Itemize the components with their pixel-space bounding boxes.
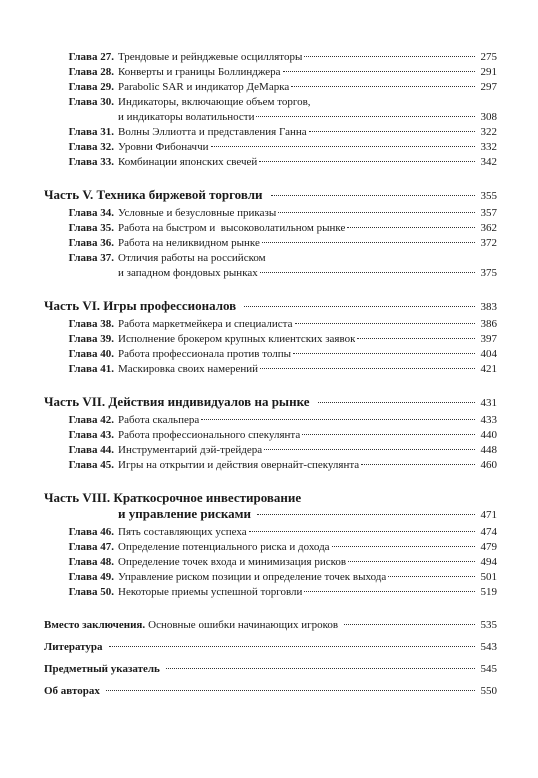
back-title: Предметный указатель (44, 663, 160, 675)
page-number: 431 (480, 397, 497, 409)
toc-entry-chapter-44[interactable] (44, 443, 497, 458)
chapter-label: Глава 36. (68, 237, 114, 249)
dot-leader (348, 561, 475, 562)
toc-entry-chapter-32[interactable] (44, 140, 497, 155)
toc-entry-chapter-36[interactable] (44, 236, 497, 251)
chapter-title: Конверты и границы Боллинджера (118, 66, 281, 78)
toc-entry-chapter-45[interactable] (44, 458, 497, 473)
chapter-title: Работа на быстром и высоковолатильном рынке (118, 222, 346, 234)
toc-entry-chapter-47[interactable] (44, 540, 497, 555)
dot-leader (309, 131, 475, 132)
page-number: 275 (480, 51, 497, 63)
chapter-label: Глава 37. (68, 252, 114, 264)
dot-leader (262, 242, 475, 243)
dot-leader (302, 434, 475, 435)
dot-leader (291, 86, 475, 87)
dot-leader (295, 323, 476, 324)
page-number: 322 (480, 126, 497, 138)
back-title: Об авторах (44, 685, 100, 697)
dot-leader (260, 272, 475, 273)
page-number: 404 (480, 348, 497, 360)
toc-entry-chapter-40[interactable] (44, 347, 497, 362)
page-number: 519 (480, 586, 497, 598)
chapter-label: Глава 50. (68, 586, 114, 598)
part-title: Часть V. Техника биржевой торговли (44, 187, 263, 202)
dot-leader (271, 195, 476, 196)
dot-leader (106, 690, 475, 691)
chapter-title: Условные и безусловные приказы (118, 207, 277, 219)
chapter-label: Глава 48. (68, 556, 114, 568)
chapter-label: Глава 34. (68, 207, 114, 219)
chapter-title: Работа на неликвидном рынке (118, 237, 260, 249)
chapter-title: Отличия работы на российском (118, 252, 266, 264)
page-number: 550 (480, 685, 497, 697)
chapter-title: Работа профессионала против толпы (118, 348, 291, 360)
toc-entry-chapter-49[interactable] (44, 570, 497, 585)
chapter-label: Глава 45. (68, 459, 114, 471)
chapter-title: Маскировка своих намерений (118, 363, 259, 375)
page-number: 362 (480, 222, 497, 234)
chapter-title: Инструментарий дэй-трейдера (118, 444, 263, 456)
page-number: 372 (480, 237, 497, 249)
chapter-label: Глава 39. (68, 333, 114, 345)
chapter-label: Глава 32. (68, 141, 114, 153)
dot-leader (260, 368, 475, 369)
toc-part-8-title[interactable]: Часть VIII. Краткосрочное инвестирование (44, 490, 302, 505)
page-number: 421 (480, 363, 497, 375)
dot-leader (249, 531, 475, 532)
chapter-label: Глава 40. (68, 348, 114, 360)
toc-entry-chapter-34[interactable] (44, 206, 497, 221)
chapter-title: Игры на открытии и действия овернайт-спекулянта (118, 459, 360, 471)
dot-leader (357, 338, 475, 339)
dot-leader (283, 71, 475, 72)
dot-leader (304, 56, 475, 57)
page-number: 433 (480, 414, 497, 426)
chapter-label: Глава 38. (68, 318, 114, 330)
dot-leader (318, 402, 475, 403)
toc-entry-chapter-50[interactable] (44, 585, 497, 600)
back-title: Вместо заключения. (44, 619, 146, 631)
page-number: 448 (480, 444, 497, 456)
chapter-title: Parabolic SAR и индикатор ДеМарка (118, 81, 290, 93)
page-number: 397 (480, 333, 497, 345)
toc-part-7[interactable] (44, 394, 497, 411)
chapter-title: Работа скальпера (118, 414, 200, 426)
dot-leader (264, 449, 475, 450)
dot-leader (211, 146, 476, 147)
toc-entry-index[interactable] (44, 662, 497, 677)
toc-entry-chapter-43[interactable] (44, 428, 497, 443)
page-number: 471 (480, 509, 497, 521)
dot-leader (259, 161, 475, 162)
page-number: 375 (480, 267, 497, 279)
chapter-label: Глава 27. (68, 51, 114, 63)
dot-leader (109, 646, 475, 647)
chapter-label: Глава 33. (68, 156, 114, 168)
page-number: 501 (480, 571, 497, 583)
toc-entry-chapter-38[interactable] (44, 317, 497, 332)
page-number: 355 (480, 190, 497, 202)
page-number: 535 (480, 619, 497, 631)
chapter-title: Трендовые и рейнджевые осцилляторы (118, 51, 303, 63)
page-number: 332 (480, 141, 497, 153)
chapter-title-cont: и западном фондовых рынках (118, 267, 258, 279)
dot-leader (304, 591, 475, 592)
chapter-label: Глава 42. (68, 414, 114, 426)
page-number: 386 (480, 318, 497, 330)
chapter-label: Глава 43. (68, 429, 114, 441)
toc-entry-chapter-41[interactable] (44, 362, 497, 377)
chapter-label: Глава 46. (68, 526, 114, 538)
dot-leader (244, 306, 475, 307)
dot-leader (257, 514, 475, 515)
back-subtitle: Основные ошибки начинающих игроков (148, 619, 339, 631)
chapter-label: Глава 49. (68, 571, 114, 583)
dot-leader (344, 624, 475, 625)
toc-entry-chapter-42[interactable] (44, 413, 497, 428)
dot-leader (256, 116, 475, 117)
chapter-label: Глава 28. (68, 66, 114, 78)
chapter-label: Глава 44. (68, 444, 114, 456)
dot-leader (361, 464, 475, 465)
chapter-label: Глава 31. (68, 126, 114, 138)
page-number: 308 (480, 111, 497, 123)
chapter-title: Определение точек входа и минимизация рисков (118, 556, 347, 568)
toc-entry-chapter-39[interactable] (44, 332, 497, 347)
toc-entry-bibliography[interactable] (44, 640, 497, 655)
toc-part-8-cont[interactable] (44, 506, 497, 523)
toc-entry-chapter-30[interactable] (44, 95, 497, 110)
chapter-title: Управление риском позиции и определение точек выхода (118, 571, 387, 583)
dot-leader (293, 353, 475, 354)
page-number: 494 (480, 556, 497, 568)
part-title: Часть VI. Игры профессионалов (44, 298, 237, 313)
toc-part-5[interactable] (44, 187, 497, 204)
page-number: 460 (480, 459, 497, 471)
dot-leader (278, 212, 475, 213)
toc-entry-chapter-30-cont[interactable] (44, 110, 497, 125)
chapter-title: Волны Эллиотта и представления Ганна (118, 126, 307, 138)
part-title-cont: и управление рисками (118, 506, 252, 521)
chapter-title: Исполнение брокером крупных клиентских заявок (118, 333, 356, 345)
toc-entry-chapter-48[interactable] (44, 555, 497, 570)
dot-leader (347, 227, 475, 228)
toc-entry-chapter-31[interactable] (44, 125, 497, 140)
toc-entry-chapter-35[interactable] (44, 221, 497, 236)
chapter-title: Индикаторы, включающие объем торгов, (118, 96, 311, 108)
chapter-label: Глава 29. (68, 81, 114, 93)
dot-leader (166, 668, 475, 669)
chapter-title: Работа маркетмейкера и специалиста (118, 318, 293, 330)
part-title: Часть VII. Действия индивидуалов на рынке (44, 394, 310, 409)
chapter-label: Глава 35. (68, 222, 114, 234)
page-number: 357 (480, 207, 497, 219)
chapter-title: Пять составляющих успеха (118, 526, 247, 538)
chapter-label: Глава 41. (68, 363, 114, 375)
page-number: 545 (480, 663, 497, 675)
chapter-label: Глава 30. (68, 96, 114, 108)
toc-part-6[interactable] (44, 298, 497, 315)
chapter-title: Некоторые приемы успешной торговли (118, 586, 303, 598)
chapter-title: Уровни Фибоначчи (118, 141, 209, 153)
dot-leader (201, 419, 475, 420)
chapter-title: Работа профессионального спекулянта (118, 429, 301, 441)
page-number: 291 (480, 66, 497, 78)
chapter-title-cont: и индикаторы волатильности (118, 111, 255, 123)
page-number: 342 (480, 156, 497, 168)
chapter-label: Глава 47. (68, 541, 114, 553)
chapter-title: Комбинации японских свечей (118, 156, 258, 168)
table-of-contents (44, 50, 497, 699)
toc-entry-chapter-29[interactable] (44, 80, 497, 95)
back-title: Литература (44, 641, 103, 653)
toc-entry-chapter-37-cont[interactable] (44, 266, 497, 281)
page-number: 383 (480, 301, 497, 313)
page-number: 474 (480, 526, 497, 538)
chapter-title: Определение потенциального риска и дохода (118, 541, 330, 553)
page-number: 440 (480, 429, 497, 441)
toc-entry-chapter-28[interactable] (44, 65, 497, 80)
toc-entry-chapter-46[interactable] (44, 525, 497, 540)
toc-entry-chapter-37[interactable] (44, 251, 497, 266)
dot-leader (388, 576, 475, 577)
page-number: 479 (480, 541, 497, 553)
page-number: 297 (480, 81, 497, 93)
toc-entry-conclusion[interactable] (44, 618, 497, 633)
toc-entry-chapter-27[interactable] (44, 50, 497, 65)
dot-leader (332, 546, 475, 547)
toc-entry-authors[interactable] (44, 684, 497, 699)
page-number: 543 (480, 641, 497, 653)
toc-entry-chapter-33[interactable] (44, 155, 497, 170)
